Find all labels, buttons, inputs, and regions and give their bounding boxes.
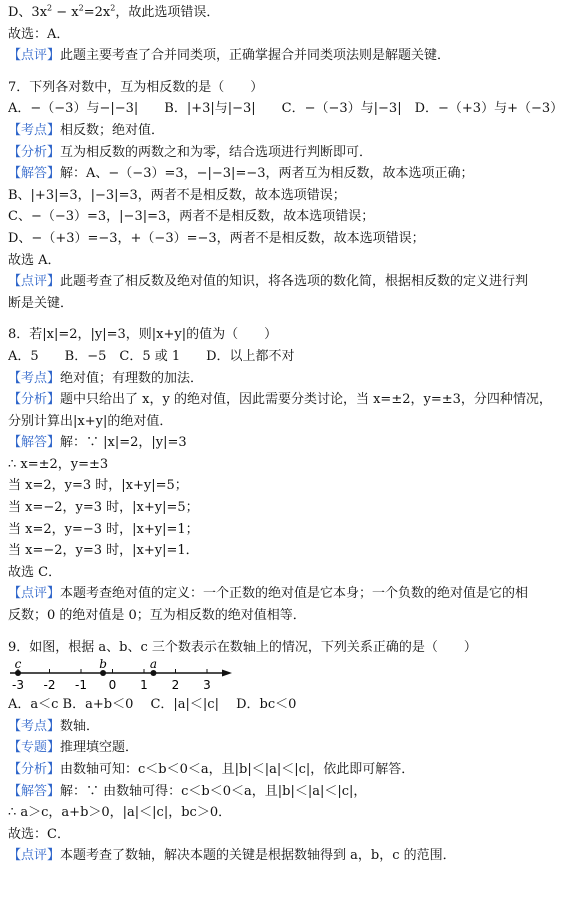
point-tag: 【考点】 bbox=[8, 370, 61, 386]
q7-solution-1: 【解答】解：A、−（−3）=3，−|−3|=−3，两者互为相反数，故本选项正确； bbox=[8, 166, 474, 182]
q8-options: A．5 B．−5 C．5 或 1 D．以上都不对 bbox=[8, 348, 295, 364]
analysis-tag: 【分析】 bbox=[8, 392, 61, 408]
q7-point: 【考点】相反数；绝对值． bbox=[8, 122, 165, 138]
point-tag: 【考点】 bbox=[8, 122, 61, 138]
q8-point: 【考点】绝对值；有理数的加法． bbox=[8, 370, 204, 386]
q7-analysis: 【分析】互为相反数的两数之和为零，结合选项进行判断即可． bbox=[8, 144, 373, 160]
axis-tick-label: -2 bbox=[43, 678, 56, 693]
q7-options: A．−（−3）与−|−3| B．|+3|与|−3| C．−（−3）与|−3| D．−（+3）与+（−3） bbox=[8, 101, 564, 117]
q7-comment-1: 【点评】此题考查了相反数及绝对值的知识，将各选项的数化简，根据相反数的定义进行判 bbox=[8, 274, 529, 290]
q7-solution-3: C、−（−3）=3，|−3|=3，两者不是相反数，故本选项错误； bbox=[8, 209, 375, 225]
q9-answer: 故选：C． bbox=[8, 826, 70, 842]
number-point-label: c bbox=[14, 658, 22, 672]
q7-comment-2: 断是关键． bbox=[8, 295, 74, 311]
number-point-label: a bbox=[149, 658, 158, 672]
q6-option-d-line: D、$3x^2 - x^2=2x^2$，故此选项错误． bbox=[8, 3, 220, 20]
number-line bbox=[8, 658, 238, 694]
q9-stem: 9．如图，根据 a、b、c 三个数表示在数轴上的情况，下列关系正确的是（ ） bbox=[8, 639, 477, 655]
q7-answer: 故选 A． bbox=[8, 252, 61, 268]
number-line-figure bbox=[8, 658, 574, 694]
q7-stem: 7．下列各对数中，互为相反数的是（ ） bbox=[8, 79, 264, 95]
point-tag: 【考点】 bbox=[8, 718, 61, 734]
solution-tag: 【解答】 bbox=[8, 783, 61, 799]
topic-tag: 【专题】 bbox=[8, 740, 61, 756]
q8-solution-1: 【解答】解：∵ |x|=2，|y|=3 bbox=[8, 435, 187, 451]
q9-analysis: 【分析】由数轴可知：c＜b＜0＜a，且|b|＜|a|＜|c|，依此即可解答． bbox=[8, 762, 415, 777]
q8-comment-1: 【点评】本题考查绝对值的定义：一个正数的绝对值是它本身；一个负数的绝对值是它的相 bbox=[8, 586, 529, 602]
q9-comment: 【点评】本题考查了数轴，解决本题的关键是根据数轴得到 a，b，c 的范围． bbox=[8, 848, 456, 864]
q8-case-3: 当 x=2，y=−3 时，|x+y|=1； bbox=[8, 521, 199, 537]
axis-arrow-icon bbox=[222, 670, 232, 677]
axis-tick-label: 2 bbox=[171, 678, 180, 693]
q8-answer: 故选 C． bbox=[8, 564, 62, 580]
q9-solution-1: 【解答】解：∵ 由数轴可得：c＜b＜0＜a，且|b|＜|a|＜|c|， bbox=[8, 783, 367, 799]
document-page bbox=[8, 2, 574, 867]
q6-answer: 故选：A． bbox=[8, 26, 70, 42]
comment-tag: 【点评】 bbox=[8, 586, 61, 602]
q9-topic: 【专题】推理填空题． bbox=[8, 740, 139, 756]
solution-tag: 【解答】 bbox=[8, 435, 61, 451]
q6-comment: 【点评】此题主要考查了合并同类项，正确掌握合并同类项法则是解题关键． bbox=[8, 48, 451, 64]
q9-options: A．a＜c B．a+b＜0 C．|a|＜|c| D．bc＜0 bbox=[8, 697, 297, 713]
axis-tick-label: 1 bbox=[140, 678, 148, 693]
q8-solution-2: ∴ x=±2，y=±3 bbox=[8, 456, 109, 472]
q8-comment-2: 反数；0 的绝对值是 0；互为相反数的绝对值相等． bbox=[8, 608, 306, 624]
q7-solution-4: D、−（+3）=−3，+（−3）=−3，两者不是相反数，故本选项错误； bbox=[8, 230, 425, 246]
solution-tag: 【解答】 bbox=[8, 166, 61, 182]
analysis-tag: 【分析】 bbox=[8, 144, 61, 160]
axis-tick-label: -1 bbox=[75, 678, 87, 693]
comment-tag: 【点评】 bbox=[8, 274, 61, 290]
q8-case-1: 当 x=2，y=3 时，|x+y|=5； bbox=[8, 478, 188, 494]
q8-stem: 8．若|x|=2，|y|=3，则|x+y|的值为（ ） bbox=[8, 327, 278, 343]
q7-solution-2: B、|+3|=3，|−3|=3，两者不是相反数，故本选项错误； bbox=[8, 187, 346, 203]
comment-tag: 【点评】 bbox=[8, 48, 61, 64]
q9-solution-2: ∴ a＞c，a+b＞0，|a|＜|c|，bc＞0． bbox=[8, 805, 232, 821]
q9-point: 【考点】数轴． bbox=[8, 718, 100, 734]
q8-case-4: 当 x=−2，y=3 时，|x+y|=1． bbox=[8, 543, 199, 559]
q8-analysis-2: 分别计算出|x+y|的绝对值． bbox=[8, 413, 173, 429]
axis-tick-label: 3 bbox=[203, 678, 211, 693]
axis-tick-label: 0 bbox=[108, 678, 117, 693]
number-point-label: b bbox=[99, 658, 107, 672]
comment-tag: 【点评】 bbox=[8, 848, 61, 864]
q8-analysis-1: 【分析】题中只给出了 x，y 的绝对值，因此需要分类讨论，当 x=±2，y=±3，分四种情况， bbox=[8, 392, 552, 408]
q8-case-2: 当 x=−2，y=3 时，|x+y|=5； bbox=[8, 500, 199, 516]
axis-tick-label: -3 bbox=[12, 678, 24, 693]
analysis-tag: 【分析】 bbox=[8, 762, 61, 777]
